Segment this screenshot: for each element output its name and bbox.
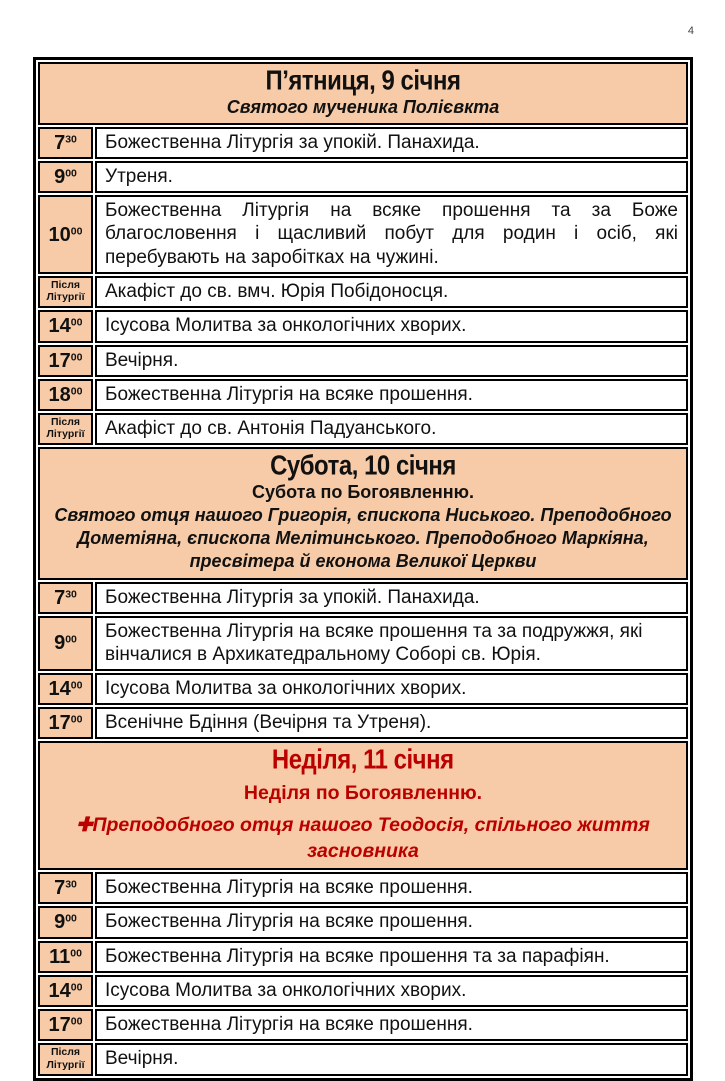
time-minutes: 00 — [70, 385, 83, 398]
service-description: Ісусова Молитва за онкологічних хворих. — [95, 673, 688, 705]
after-liturgy-cell — [38, 413, 93, 446]
time-minutes: 30 — [65, 133, 77, 146]
time-hour: 9 — [54, 632, 66, 655]
time-cell — [38, 1009, 93, 1041]
day-title: Неділя, 11 січня — [272, 743, 454, 776]
time-hour: 9 — [54, 911, 66, 934]
service-description: Божественна Літургія на всяке прошення та за Боже благословення і щасливий побут для родин і осіб, які перебувають на заробітках на чужині. — [95, 195, 688, 274]
day-header-row-saturday — [38, 447, 688, 579]
time-minutes: 00 — [65, 913, 77, 926]
time-hour: 14 — [48, 315, 71, 338]
time-hour: 18 — [48, 383, 71, 406]
service-description: Божественна Літургія за упокій. Панахида. — [95, 582, 688, 614]
time-hour: 7 — [54, 586, 66, 609]
schedule-row — [38, 195, 688, 274]
time-minutes: 00 — [70, 317, 83, 330]
time-cell — [38, 582, 93, 614]
time-cell — [38, 941, 93, 973]
schedule-row — [38, 276, 688, 309]
day-subtitle: Неділя по Богоявленню. — [243, 782, 483, 805]
time-minutes: 00 — [70, 1015, 83, 1028]
time-hour: 7 — [54, 132, 66, 154]
time-minutes: 00 — [70, 981, 83, 994]
schedule-row — [38, 582, 688, 614]
schedule-row — [38, 872, 688, 904]
time-cell — [38, 673, 93, 705]
day-header-row-sunday — [38, 741, 688, 870]
time-minutes: 00 — [65, 634, 77, 647]
time-cell — [38, 161, 93, 193]
service-description: Божественна Літургія на всяке прошення. — [95, 906, 688, 938]
schedule-row — [38, 345, 688, 377]
service-description: Божественна Літургія на всяке прошення. — [95, 379, 688, 411]
service-description: Вечірня. — [95, 1043, 688, 1076]
time-hour: 17 — [48, 1013, 71, 1036]
time-cell — [38, 310, 93, 342]
service-description: Божественна Літургія на всяке прошення. — [95, 1009, 688, 1041]
time-minutes: 00 — [70, 225, 83, 238]
schedule-row — [38, 161, 688, 193]
schedule-row — [38, 707, 688, 739]
time-hour: 17 — [48, 712, 71, 735]
service-description: Всенічне Бдіння (Вечірня та Утреня). — [95, 707, 688, 739]
day-title: П’ятниця, 9 січня — [265, 64, 461, 96]
time-hour: 7 — [54, 877, 66, 900]
time-cell — [38, 379, 93, 411]
schedule-row — [38, 941, 688, 973]
schedule-row — [38, 379, 688, 411]
day-header-sunday — [38, 741, 688, 870]
schedule-table-body — [38, 62, 688, 1076]
time-hour: 11 — [49, 945, 71, 968]
service-description: Ісусова Молитва за онкологічних хворих. — [95, 975, 688, 1007]
time-cell — [38, 127, 93, 159]
service-description: Утреня. — [95, 161, 688, 193]
service-description: Божественна Літургія за упокій. Панахида. — [95, 127, 688, 159]
service-description: Вечірня. — [95, 345, 688, 377]
schedule-row — [38, 127, 688, 159]
day-header-row-friday — [38, 62, 688, 125]
day-title-wrap — [50, 66, 676, 96]
service-description: Божественна Літургія на всяке прошення та за парафіян. — [95, 941, 688, 973]
after-liturgy-label: Після Літургії — [46, 1046, 85, 1071]
time-cell — [38, 195, 93, 274]
service-description: Акафіст до св. вмч. Юрія Побідоносця. — [95, 276, 688, 309]
after-liturgy-cell — [38, 276, 93, 309]
time-cell — [38, 975, 93, 1007]
schedule-row — [38, 1043, 688, 1076]
time-cell — [38, 707, 93, 739]
page-number: 4 — [687, 25, 694, 37]
time-minutes: 00 — [70, 947, 82, 960]
service-description: Акафіст до св. Антонія Падуанського. — [95, 413, 688, 446]
schedule-row — [38, 975, 688, 1007]
time-minutes: 00 — [70, 713, 83, 726]
time-hour: 10 — [48, 223, 71, 246]
day-subtitle: Святого мученика Полієвкта — [226, 96, 500, 117]
after-liturgy-label: Після Літургії — [46, 278, 85, 304]
day-subtitle: Субота по Богоявленню. — [252, 482, 474, 503]
schedule-row — [38, 673, 688, 705]
time-minutes: 00 — [70, 679, 83, 692]
day-title-wrap — [50, 745, 676, 775]
time-hour: 9 — [54, 166, 66, 189]
time-minutes: 30 — [65, 878, 77, 891]
service-description: Ісусова Молитва за онкологічних хворих. — [95, 310, 688, 342]
time-minutes: 00 — [70, 351, 83, 364]
time-hour: 14 — [48, 678, 71, 701]
day-title: Субота, 10 січня — [270, 449, 456, 482]
schedule-row — [38, 616, 688, 671]
schedule-row — [38, 906, 688, 938]
day-header-friday — [38, 62, 688, 125]
service-description: Божественна Літургія на всяке прошення та за подружжя, які вінчалися в Архикатедральному Соборі св. Юрія. — [95, 616, 688, 671]
time-cell — [38, 345, 93, 377]
day-subtitle: ✚Преподобного отця нашого Теодосія, спільного життя засновника — [76, 813, 650, 862]
time-cell — [38, 616, 93, 671]
day-title-wrap — [50, 451, 676, 481]
time-cell — [38, 872, 93, 904]
time-cell — [38, 906, 93, 938]
after-liturgy-cell — [38, 1043, 93, 1076]
service-description: Божественна Літургія на всяке прошення. — [95, 872, 688, 904]
liturgy-schedule-table — [33, 57, 693, 1081]
schedule-row — [38, 310, 688, 342]
time-hour: 17 — [48, 349, 71, 372]
day-subtitle: Святого отця нашого Григорія, єпископа Ниського. Преподобного Дометіяна, єпископа Мелітинського. Преподобного Маркіяна, пресвітера й економа Великої Церкви — [54, 505, 672, 572]
time-minutes: 30 — [65, 588, 77, 601]
day-header-saturday — [38, 447, 688, 579]
schedule-row — [38, 413, 688, 446]
time-minutes: 00 — [65, 167, 77, 180]
schedule-row — [38, 1009, 688, 1041]
time-hour: 14 — [48, 979, 71, 1002]
after-liturgy-label: Після Літургії — [46, 415, 85, 441]
